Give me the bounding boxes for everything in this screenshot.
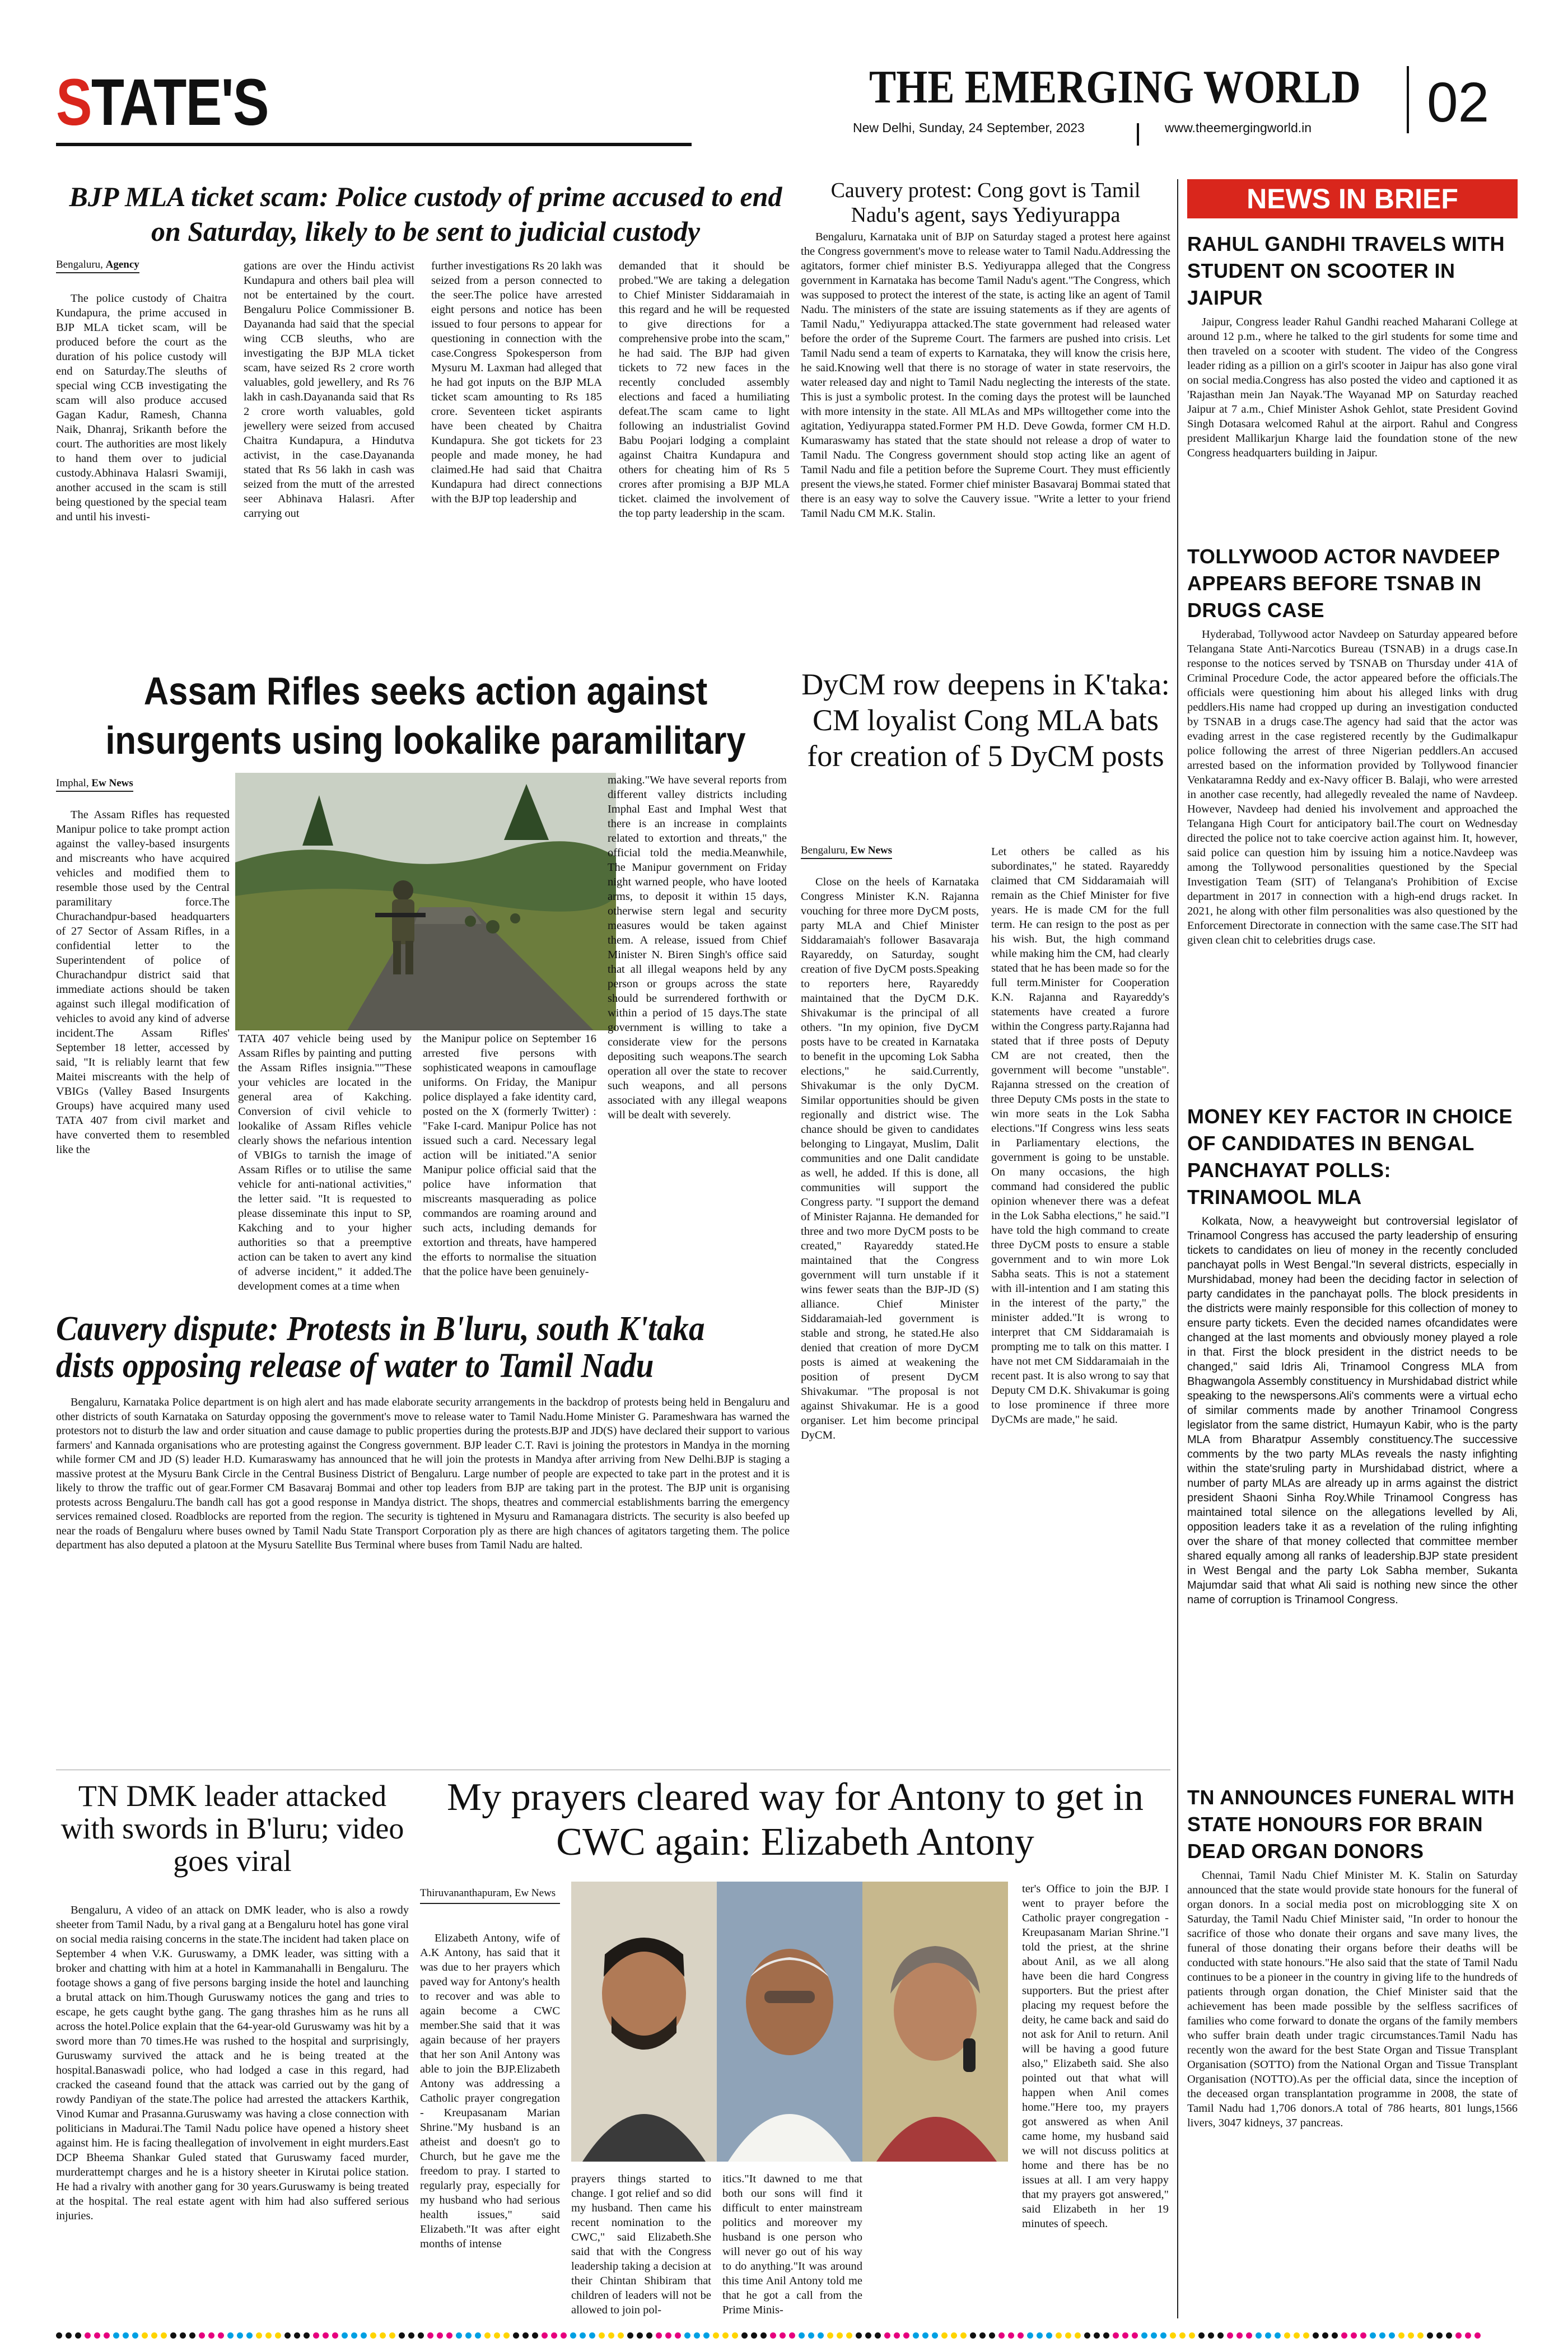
print-dot xyxy=(1341,2332,1347,2339)
brief-item xyxy=(1187,225,1518,460)
brief-banner xyxy=(1187,179,1518,218)
print-dot xyxy=(1351,2332,1357,2339)
print-dot xyxy=(66,2332,72,2339)
print-dot xyxy=(256,2332,262,2339)
brief-banner-label: NEWS IN BRIEF xyxy=(1247,183,1458,214)
story-body xyxy=(56,1396,790,1765)
story-assam-rifles xyxy=(56,666,795,1310)
byline-agency: Ew News xyxy=(91,777,133,789)
print-dot xyxy=(484,2332,491,2339)
story-column xyxy=(619,259,790,666)
story-column xyxy=(431,259,602,666)
print-dot xyxy=(161,2332,167,2339)
website[interactable]: www.theemergingworld.in xyxy=(1165,120,1312,135)
print-dot xyxy=(818,2332,824,2339)
byline-place: Imphal, xyxy=(56,777,89,789)
print-dot xyxy=(1113,2332,1119,2339)
print-dot xyxy=(646,2332,652,2339)
print-dot xyxy=(1056,2332,1062,2339)
print-dot xyxy=(1122,2332,1128,2339)
byline-agency: Ew News xyxy=(850,844,893,856)
story-column xyxy=(1022,1882,1169,2317)
print-dot xyxy=(399,2332,405,2339)
byline xyxy=(56,777,133,792)
print-dot xyxy=(894,2332,900,2339)
print-dot xyxy=(732,2332,738,2339)
story-column xyxy=(420,1931,560,2317)
print-dot xyxy=(789,2332,795,2339)
section-title-rest: TATE'S xyxy=(91,66,268,139)
print-dot xyxy=(1227,2332,1233,2339)
story-column xyxy=(608,773,787,1309)
print-dot xyxy=(1332,2332,1338,2339)
print-dot xyxy=(522,2332,529,2339)
print-dot xyxy=(1303,2332,1309,2339)
print-dot xyxy=(151,2332,157,2339)
print-dot xyxy=(703,2332,710,2339)
print-dot xyxy=(884,2332,890,2339)
print-dot xyxy=(951,2332,957,2339)
print-dot xyxy=(1189,2332,1195,2339)
print-dot xyxy=(656,2332,662,2339)
print-dot xyxy=(1294,2332,1300,2339)
byline-place: Bengaluru, xyxy=(801,844,848,856)
print-dot xyxy=(846,2332,852,2339)
print-dot xyxy=(1436,2332,1443,2339)
paragraph: prayers things started to change. I got relief and so did my husband. Then came his recent nomination to the CWC," said Elizabeth.She said that with the Congress leadership taking a decision at their Chintan Shibiram that children of leaders will not be allowed to join pol- xyxy=(571,2173,711,2316)
print-dot xyxy=(970,2332,976,2339)
paper-name: THE EMERGING WORLD xyxy=(869,61,1361,113)
paragraph: TATA 407 vehicle being used by Assam Rifles by painting and putting the Assam Rifles insignia.""These your vehicles are located in the general area of Kakching. Conversion of civil vehicle to lookalike of Assam Rifles vehicle clearly shows the nefarious intention of VBIGs to tarnish the image of Assam Rifles or to utilise the same vehicle for anti-national activities," the letter said. "It is requested to please disseminate this input to SP, Kakching and to your higher authorities so that a preemptive action can be taken to avert any kind of adverse incident," it added.The development comes at a time when xyxy=(238,1033,412,1292)
story-cauvery-dispute xyxy=(56,1310,795,1770)
story-column xyxy=(56,291,227,666)
story-column xyxy=(571,2172,711,2317)
print-dot xyxy=(1198,2332,1205,2339)
print-dot xyxy=(1417,2332,1424,2339)
print-dot xyxy=(189,2332,195,2339)
print-dot xyxy=(389,2332,395,2339)
print-dot xyxy=(1322,2332,1328,2339)
byline-agency: Ew News xyxy=(514,1887,556,1899)
print-dot xyxy=(808,2332,814,2339)
print-dot xyxy=(170,2332,176,2339)
byline-place: Thiruvananthapuram, xyxy=(420,1887,512,1899)
print-dot xyxy=(1408,2332,1414,2339)
brief-title: TOLLYWOOD ACTOR NAVDEEP APPEARS BEFORE TSNAB IN DRUGS CASE xyxy=(1187,545,1500,622)
print-dot xyxy=(94,2332,100,2339)
print-dot xyxy=(1236,2332,1243,2339)
print-dot xyxy=(1160,2332,1166,2339)
byline xyxy=(801,844,892,859)
page-number-divider xyxy=(1407,66,1409,133)
print-dot xyxy=(1037,2332,1043,2339)
print-dot xyxy=(56,2332,62,2339)
print-dot xyxy=(1246,2332,1252,2339)
print-dot xyxy=(246,2332,253,2339)
brief-title: TN ANNOUNCES FUNERAL WITH STATE HONOURS FOR BRAIN DEAD ORGAN DONORS xyxy=(1187,1786,1515,1863)
print-dot xyxy=(1132,2332,1138,2339)
news-photo-soldier xyxy=(235,773,616,1030)
print-dot xyxy=(675,2332,681,2339)
print-dot xyxy=(932,2332,938,2339)
print-dot xyxy=(113,2332,119,2339)
print-dot xyxy=(694,2332,700,2339)
paragraph: itics."It dawned to me that both our sons will find it difficult to enter mainstream politics and moreover my husband is one person who will never go out of his way to do anything."It was around this time Anil Antony told me that he got a call from the Prime Minis- xyxy=(722,2173,862,2316)
byline xyxy=(56,259,139,273)
print-dot xyxy=(713,2332,719,2339)
print-dot xyxy=(1179,2332,1186,2339)
footer-color-dots xyxy=(56,2330,1534,2341)
print-dot xyxy=(1084,2332,1090,2339)
headline: Assam Rifles seeks action against insurgents using lookalike paramilitary xyxy=(105,669,746,762)
news-photo-trio xyxy=(571,1882,1008,2162)
print-dot xyxy=(1370,2332,1376,2339)
print-dot xyxy=(456,2332,462,2339)
byline-agency: Agency xyxy=(105,259,139,270)
print-dot xyxy=(85,2332,91,2339)
print-dot xyxy=(998,2332,1005,2339)
print-dot xyxy=(922,2332,928,2339)
story-cauvery-protest xyxy=(801,178,1170,665)
print-dot xyxy=(1313,2332,1319,2339)
paragraph: Elizabeth Antony, wife of A.K Antony, has said that it was due to her prayers which paved way for Antony's health to recover and was able to again become a CWC member.She said that it was again because of her prayers that her son Anil Antony was able to join the BJP.Elizabeth Antony was addressing a Catholic prayer congregation - Kreupasanam Marian Shrine."My husband is an atheist and doesn't go to Church, but he gave me the freedom to pray. I started to regularly pray, especially for my husband who had serious health issues," said Elizabeth."It was after eight months of intense xyxy=(420,1932,560,2250)
section-title-first-letter: S xyxy=(56,66,91,139)
paragraph: ter's Office to join the BJP. I went to prayer before the Catholic prayer congregation - Kreupasanam Marian Shrine."I told the priest, at the shrine about Anil, as we all along have been die hard Congress supporters. But the priest after placing my request before the deity, he came back and said do not ask for Anil to return. Anil will be having a good future also," Elizabeth said. She also pointed out that what will happen when Anil comes home."Here too, my prayers got answered as when Anil came home, my husband said we will not discuss politics at home and there has be no issues at all. I am very happy that my prayers got answered," said Elizabeth in her 19 minutes of speech. xyxy=(1022,1883,1169,2230)
story-column xyxy=(801,875,979,1770)
print-dot xyxy=(760,2332,767,2339)
print-dot xyxy=(665,2332,671,2339)
print-dot xyxy=(1094,2332,1100,2339)
headline: BJP MLA ticket scam: Police custody of prime accused to end on Saturday, likely to be sent to judicial custody xyxy=(69,181,782,247)
paragraph: the Manipur police on September 16 arrested five persons with sophisticated weapons in camouflage uniforms. On Friday, the Manipur police displayed a fake identity card, posted on the X (formerly Twitter) : "Fake I-card. Manipur Police has not issued such a card. Necessary legal action will be initiated."A senior Manipur police official said that the police have information that miscreants masquerading as police commandos are roaming around and such acts, including demands for extortion and threats, have hampered the efforts to normalise the situation that the police have been genuinely- xyxy=(423,1033,596,1278)
print-dot xyxy=(903,2332,909,2339)
story-elizabeth-antony xyxy=(420,1775,1170,2317)
print-dot xyxy=(1398,2332,1404,2339)
print-dot xyxy=(446,2332,452,2339)
column-divider xyxy=(1177,179,1178,2318)
print-dot xyxy=(503,2332,510,2339)
antony-family-photo xyxy=(571,1882,1008,2162)
paragraph: The Assam Rifles has requested Manipur police to take prompt action against the valley-based insurgents and miscreants who have acquired vehicles and modified them to resemble those used by the Central paramilitary force.The Churachandpur-based headquarters of 27 Sector of Assam Rifles, in a confidential letter to the Superintendent of police of Churachandpur district said that immediate actions should be taken against such illegal modification of vehicles to avoid any kind of adverse incident.The Assam Rifles' September 18 letter, accessed by said, "It is reliably learnt that few Maitei miscreants with the help of VBIGs (Valley Based Insurgents Groups) have acquired many used TATA 407 from civil market and have converted them to resembled like the xyxy=(56,809,230,1156)
story-column xyxy=(722,2172,862,2317)
paragraph: making."We have several reports from different valley districts including Imphal East and Imphal West that there is an increase in complaints related to extortion and threats," the official told the media.Meanwhile, The Manipur government on Friday night warned people, who have looted arms, to deposit it within 15 days, otherwise stern legal and security measures would be taken against them. A release, issued from Chief Minister N. Biren Singh's office said that all illegal weapons held by any person or groups across the state should be surrendered forthwith or within a period of 15 days.The state government is willing to take a considerate view for the persons depositing such weapons.The search operation all over the state to recover such weapons, and all persons associated with any illegal weapons will be dealt with severely. xyxy=(608,774,787,1121)
story-column xyxy=(423,1032,596,1309)
print-dot xyxy=(1046,2332,1052,2339)
print-dot xyxy=(856,2332,862,2339)
print-dot xyxy=(637,2332,643,2339)
brief-body xyxy=(1187,1214,1518,1607)
brief-title: MONEY KEY FACTOR IN CHOICE OF CANDIDATES IN BENGAL PANCHAYAT POLLS: TRINAMOOL MLA xyxy=(1187,1105,1513,1208)
print-dot xyxy=(1265,2332,1271,2339)
print-dot xyxy=(865,2332,871,2339)
print-dot xyxy=(979,2332,986,2339)
news-in-brief xyxy=(1187,179,1518,2318)
paragraph: Let others be called as his subordinates," he stated. Rayareddy claimed that CM Siddaramaiah will remain as the Chief Minister for five years. He is made CM for the full term. He can resign to the post as per his wish. But, the high command while making him the CM, had clearly stated that he has been made so for the full term.Minister for Cooperation K.N. Rajanna and Rayareddy's statements have created a furore within the Congress party.Rajanna had stated that if three posts of Deputy CM are not created, then the government will become "unstable". Rajanna stressed on the creation of three Deputy CMs posts in the state to win more seats in the Lok Sabha elections."If Congress wins less seats in Parliamentary elections, the government is going to be unstable. On many occasions, the high command had considered the public opinion whenever there was a defeat in the Lok Sabha elections," he said."I have told the high command to create three DyCM posts to ensure a stable government and to win more Lok Sabha seats. This is not a statement with ill-intention and I am stating this in the interest of the party," the minister added."It is wrong to interpret that CM Siddaramaiah is prompting me to talk on this matter. I have not met CM Siddaramaiah in the recent past. It is also wrong to say that Deputy CM D.K. Shivakumar is going to lose prominence if three more DyCMs are made," he said. xyxy=(991,846,1169,1426)
paragraph: Kolkata, Now, a heavyweight but controversial legislator of Trinamool Congress has accused the party leadership of ensuring tickets to candidates on lieu of money in the recently concluded panchayat polls in West Bengal."In several districts, especially in Murshidabad, money had been the deciding factor in selection of party candidates in the panchayat polls. The block presidents in the districts were mainly responsible for this collection of money to ensure party tickets. Even the decided names ofcandidates were changed at the last moments and obviously money played a role in that. First the block president in the district needs to be changed," said Idris Ali, Trinamool Congress MLA from Bhagwangola Assembly constituency in Murshidabad district while speaking to the newspersons.Ali's comments were a virtual echo of similar comments made by another Trinamool Congress legislator from the same district, Humayun Kabir, who is the party MLA from Bharatpur Assembly constituency.The successive comments by the two party MLAs reveals the nasty infighting within the state'sruling party in Murshidabad district, where a number of party MLAs are already up in arms against the district president Shaoni Sinha Roy.While Trinamool Congress has maintained total silence on the allegations levelled by Ali, opposition leaders take it as a revelation of the ruling infighting over the share of that money collected that committee member shared equally among all ranks of leadership.BJP state president in West Bengal and the party Lok Sabha member, Sukanta Majumdar said that what Ali said is nothing new since the other name of corruption is Trinamool Congress. xyxy=(1187,1215,1518,1606)
brief-title: RAHUL GANDHI TRAVELS WITH STUDENT ON SCOOTER IN JAIPUR xyxy=(1187,232,1505,309)
print-dot xyxy=(323,2332,329,2339)
print-dot xyxy=(465,2332,472,2339)
print-dot xyxy=(132,2332,138,2339)
print-dot xyxy=(618,2332,624,2339)
print-dot xyxy=(1256,2332,1262,2339)
print-dot xyxy=(875,2332,881,2339)
print-dot xyxy=(284,2332,291,2339)
paragraph: Chennai, Tamil Nadu Chief Minister M. K. Stalin on Saturday announced that the state would provide state honours for the funeral of organ donors. In a social media post on microblogging site X on Saturday, the Tamil Nadu Chief Minister said, "In order to honour the sacrifice of those who donate their organs and save many lives, the funeral of those donating their organs before their deaths will be conducted with state honours."He also said that the state of Tamil Nadu continues to be a pioneer in the country in giving life to the hundreds of patients through organ donation, the Chief Minister said that the achievement has been made possible by the selfless sacrifices of families who come forward to donate the organs of the family members who suffer brain death under tragic circumstances.Tamil Nadu has recently won the award for the best State Organ and Tissue Transplant Organisation (SOTTO) from the National Organ and Tissue Transplant Organisation (NOTTO).As per the official data, since the inception of the deceased organ transplantation programme in 2008, the state of Tamil Nadu had 1,706 donors.A total of 786 hearts, 801 lungs,1566 livers, 3047 kidneys, 37 pancreas. xyxy=(1187,1869,1518,2129)
headline: Cauvery protest: Cong govt is Tamil Nadu's agent, says Yediyurappa xyxy=(830,179,1141,227)
brief-body xyxy=(1187,627,1518,948)
byline-place: Bengaluru, xyxy=(56,259,103,270)
print-dot xyxy=(780,2332,786,2339)
print-dot xyxy=(684,2332,690,2339)
print-dot xyxy=(265,2332,272,2339)
print-dot xyxy=(551,2332,557,2339)
print-dot xyxy=(599,2332,605,2339)
print-dot xyxy=(304,2332,310,2339)
print-dot xyxy=(1018,2332,1024,2339)
headline: Cauvery dispute: Protests in B'luru, south K'taka dists opposing release of water to Tamil Nadu xyxy=(56,1310,705,1385)
story-body xyxy=(56,1903,409,2317)
story-dycm-row xyxy=(801,666,1170,1770)
print-dot xyxy=(370,2332,376,2339)
print-dot xyxy=(437,2332,443,2339)
print-dot xyxy=(532,2332,538,2339)
print-dot xyxy=(1170,2332,1176,2339)
print-dot xyxy=(1103,2332,1109,2339)
print-dot xyxy=(227,2332,234,2339)
print-dot xyxy=(1389,2332,1395,2339)
headline: DyCM row deepens in K'taka: CM loyalist Cong MLA bats for creation of 5 DyCM posts xyxy=(801,668,1170,773)
print-dot xyxy=(1465,2332,1471,2339)
paragraph: further investigations Rs 20 lakh was seized from a person connected to the seer.The police have arrested eight persons and notice has been issued to four persons to appear for questioning in connection with the case.Congress Spokesperson from Mysuru M. Laxman had alleged that he had got inputs on the BJP MLA ticket scam amounting to Rs 185 crore. Seventeen ticket aspirants have been cheated by Chaitra Kundapura. She got tickets for 23 people and made money, he had claimed.He had said that Chaitra Kundapura had direct connections with the BJP top leadership and xyxy=(431,260,602,505)
story-column xyxy=(56,808,230,1309)
print-dot xyxy=(1027,2332,1033,2339)
paragraph: Jaipur, Congress leader Rahul Gandhi reached Maharani College at around 12 p.m., where he talked to the girl students for some time and then traveled on a scooter with student. The video of the Congress leader riding as a pillion on a girl's scooter in Jaipur has also gone viral on social media.Congress has also posted the video and captioned it as 'Rajasthan mein Jan Nayak.'The Wayanad MP on Saturday reached Jaipur at 7 a.m., Chief Minister Ashok Gehlot, state President Govind Singh Dotasara welcomed Rahul at the airport. Rahul and Congress president Mallikarjun Kharge laid the foundation stone of the new Congress headquarters building in Jaipur. xyxy=(1187,316,1518,459)
print-dot xyxy=(380,2332,386,2339)
print-dot xyxy=(722,2332,729,2339)
story-bjp-ticket-scam xyxy=(56,179,795,666)
paragraph: Bengaluru, A video of an attack on DMK leader, who is also a rowdy sheeter from Tamil Nadu, by a rival gang at a Bengaluru hotel has gone viral on social media raising concerns in the state.The incident had taken place on September 4 when V.K. Guruswamy, a DMK leader, was sitting with a broker and chatting with him at a hotel in Kammanahalli in Bengaluru. The footage shows a gang of five persons barging inside the hotel and launching a brutal attack on him.Though Guruswamy notices the gang and tries to escape, he gets caught bythe gang. The gang thrashes him as he runs all across the hotel.Police explain that the 64-year-old Guruswamy was hit by a sword more than 70 times.He was rushed to the hospital and surprisingly, Guruswamy survived the attack and he is being treated at the hospital.Banaswadi police, who had lodged a case in this regard, had cracked the caseand found that the attack was carried out by the gang of rowdy Pandiyan of the state.The police had arrested the attackers Karthik, Vinod Kumar and Prasanna.Guruswamy was having a close connection with politicians in Madurai.The Tamil Nadu police have opened a history sheet against him. He is facing theallegation of involvement in eight murders.East DCP Bheema Shankar Guled stated that Guruswamy faced murder, murderattempt charges and he is a history sheeter in Kirutai police station. He had a rivalry with another gang for 30 years.Guruswamy is being treated at the hospital. The real estate agent with him had also suffered serious injuries. xyxy=(56,1904,409,2222)
print-dot xyxy=(142,2332,148,2339)
print-dot xyxy=(627,2332,633,2339)
brief-item xyxy=(1187,1779,1518,2130)
paragraph: gations are over the Hindu activist Kundapura and others bail plea will not be entertained by the court. Bengaluru Police Commissioner B. Dayananda had said that the special wing CCB sleuths, who are investigating the BJP MLA ticket scam, have seized Rs 2 crore worth valuables, gold jewellery, and Rs 76 lakh in cash.Dayananda said that Rs 2 crore worth valuables, gold jewellery were seized from accused Chaitra Kundapura, a Hindutva activist, in the case.Dayananda stated that Rs 56 lakh in cash was seized from the mutt of the arrested seer Abhinava Halasri. After carrying out xyxy=(244,260,414,520)
print-dot xyxy=(275,2332,281,2339)
dateline-separator xyxy=(1137,123,1139,146)
print-dot xyxy=(1455,2332,1462,2339)
story-dmk-leader-attacked xyxy=(56,1780,409,2317)
print-dot xyxy=(1065,2332,1071,2339)
print-dot xyxy=(1008,2332,1014,2339)
paragraph: Bengaluru, Karnataka unit of BJP on Saturday staged a protest here against the Congress government's move to release water to Tamil Nadu.Addressing the agitators, former chief minister B.S. Yediyurappa alleged that the Congress government in Karnataka has become Tamil Nadu's agent."The Congress, which was supposed to protect the interest of the state, is acting like an agent of Tamil Nadu. The ministers of the state are issuing statements as if they are agents of Tamil Nadu," Yediyurappa attacked.The state government had released water before the order of the Supreme Court. The farmers are pushed into crisis. Let Tamil Nadu send a team of experts to Karnataka, they will know the crisis here, he said.Knowing well that there is no storage of water in state reservoirs, the water released day and night to Tamil Nadu neglecting the interests of the state. This is just a symbolic protest. In the coming days the protest will be launched with more intensity in the state. All MLAs and MPs willtogether come into the agitation, Yediyurappa stated.Former PM H.D. Deve Gowda, former CM H.D. Kumaraswamy has stated that the state should not release a drop of water to Tamil Nadu. The Congress government should stop acting like an agent of Tamil Nadu and file a petition before the Supreme Court. They must efficiently present the views,he stated. Former chief minister Basavaraj Bommai stated that there is an easy way to solve the Cauvery issue. "Write a letter to your friend Tamil Nadu CM M.K. Stalin. xyxy=(801,231,1170,520)
print-dot xyxy=(75,2332,81,2339)
dateline: New Delhi, Sunday, 24 September, 2023 xyxy=(853,120,1085,135)
story-column xyxy=(244,259,414,666)
print-dot xyxy=(799,2332,805,2339)
print-dot xyxy=(513,2332,519,2339)
print-dot xyxy=(1379,2332,1385,2339)
print-dot xyxy=(123,2332,129,2339)
paragraph: Hyderabad, Tollywood actor Navdeep on Saturday appeared before Telangana State Anti-Narcotics Bureau (TSNAB) in a drugs case.In response to the notices served by TSNAB on Thursday under 41A of Criminal Procedure Code, the actor appeared before the officials.The officials were questioning him about his alleged links with drug peddlers.His name had cropped up during an investigation conducted by TSNAB in a drugs case.The agency had said that the actor was evading arrest in the case registered recently by the Gudimalkapur police following the arrest of three Nigerian peddlers.An accused arrested based on the information provided by Tollywood financier Venkataramna Reddy and ex-Navy officer B. Balaji, who were arrested in another case recently, had allegedly revealed the name of Navdeep. However, Navdeep had denied his involvement and approached the Telangana High Court for anticipatory bail.The court on Wednesday directed the police not to take coercive action against him. It, however, said police can question him by issuing him a notice.Navdeep was among the Tollywood personalities questioned by the Special Investigation Team (SIT) of Telangana's Prohibition of Excise department in 2017 in connection with a high-end drugs racket. In 2021, he along with other film personalities was also questioned by the Enforcement Directorate in connection with the same case.The SIT had given clean chit to celebrities drugs case. xyxy=(1187,628,1518,946)
headline: My prayers cleared way for Antony to get in CWC again: Elizabeth Antony xyxy=(446,1776,1144,1864)
brief-body xyxy=(1187,1868,1518,2130)
print-dot xyxy=(199,2332,205,2339)
page-number: 02 xyxy=(1427,71,1490,134)
print-dot xyxy=(608,2332,614,2339)
print-dot xyxy=(475,2332,481,2339)
brief-item xyxy=(1187,1098,1518,1607)
print-dot xyxy=(751,2332,757,2339)
print-dot xyxy=(570,2332,576,2339)
print-dot xyxy=(408,2332,414,2339)
brief-item xyxy=(1187,538,1518,948)
print-dot xyxy=(561,2332,567,2339)
print-dot xyxy=(294,2332,300,2339)
print-dot xyxy=(104,2332,110,2339)
paragraph: demanded that it should be probed."We are taking a delegation to Chief Minister Siddaramaiah in this regard and he will be requested to give directions for a comprehensive probe into the scam," he had said. The BJP had given tickets to 72 new faces in the recently concluded assembly elections and faced a humiliating defeat.The scam came to light following an industrialist Govind Babu Poojari lodging a complaint against Chaitra Kundapura and others for cheating him of Rs 5 crores after promising a BJP MLA ticket. claimed the involvement of the top party leadership in the scam. xyxy=(619,260,790,520)
print-dot xyxy=(180,2332,186,2339)
print-dot xyxy=(427,2332,433,2339)
print-dot xyxy=(1446,2332,1452,2339)
print-dot xyxy=(351,2332,357,2339)
print-dot xyxy=(494,2332,500,2339)
print-dot xyxy=(313,2332,319,2339)
print-dot xyxy=(1427,2332,1433,2339)
print-dot xyxy=(418,2332,424,2339)
print-dot xyxy=(342,2332,348,2339)
story-column xyxy=(238,1032,412,1309)
print-dot xyxy=(1075,2332,1081,2339)
print-dot xyxy=(237,2332,243,2339)
section-underline xyxy=(56,143,692,146)
print-dot xyxy=(1275,2332,1281,2339)
paragraph: Close on the heels of Karnataka Congress Minister K.N. Rajanna vouching for three more DyCM posts, party MLA and Chief Minister Siddaramaiah's follower Basavaraja Rayareddy, on Saturday, sought creation of five DyCM posts.Speaking to reporters here, Rayareddy maintained that the DyCM D.K. Shivakumar is the principal of all others. "In my opinion, five DyCM posts have to be created in Karnataka to benefit in the upcoming Lok Sabha elections," he said.Currently, Shivakumar is the only DyCM. Similar opportunities should be given regionally and district wise. The chance should be given to candidates belonging to Lingayat, Muslim, Dalit communities and one Dalit candidate as well, he added. If this is done, all communities will support the Congress party. "I support the demand of Minister Rajanna. He demanded for three and two more DyCM posts to be created," Rayareddy stated.He maintained that the Congress government will turn unstable if it wins fewer seats than the BJP-JD (S) alliance. Chief Minister Siddaramaiah-led government is stable and strong, he stated.He also denied that creation of more DyCM posts is aimed at weakening the position of present DyCM Shivakumar. "The proposal is not against Shivakumar. He is a good organiser. Let him become principal DyCM. xyxy=(801,876,979,1441)
print-dot xyxy=(770,2332,776,2339)
print-dot xyxy=(218,2332,224,2339)
print-dot xyxy=(1151,2332,1157,2339)
print-dot xyxy=(827,2332,833,2339)
story-column xyxy=(991,844,1169,1770)
story-body xyxy=(801,230,1170,661)
print-dot xyxy=(589,2332,595,2339)
print-dot xyxy=(1208,2332,1214,2339)
print-dot xyxy=(960,2332,967,2339)
paragraph: The police custody of Chaitra Kundapura, the prime accused in BJP MLA ticket scam, will be produced before the court as the duration of his police custody will end on Saturday.The sleuths of special wing CCB investigating the scam will also produce accused Gagan Kadur, Ramesh, Channa Naik, Dhanraj, Srikanth before the court. The authorities are most likely to hand them over to judicial custody.Abhinava Halasri Swamiji, another accused in the scam is still being questioned by the special team and until his investi- xyxy=(56,292,227,523)
section-title xyxy=(56,66,268,139)
print-dot xyxy=(1141,2332,1147,2339)
print-dot xyxy=(741,2332,748,2339)
print-dot xyxy=(1284,2332,1290,2339)
paragraph: Bengaluru, Karnataka Police department is on high alert and has made elaborate security arrangements in the backdrop of protests being held in Bengaluru and other districts of south Karnataka on Saturday opposing the government's move to release water to Tamil Nadu.Home Minister G. Parameshwara has warned the protestors not to disturb the law and order situation and cause damage to public properties during the protests.BJP and JD(S) have declared their support to various farmers' and Kannada organisations who are protesting against the Congress government. BJP leader C.T. Ravi is joining the protestors in Mandya in the morning while former CM and JD (S) leader H.D. Kumaraswamy has announced that he will join the protests in Mandya after arriving from New Delhi.BJP is staging a massive protest at the Mysuru Bank Circle in the Central Business District of Bengaluru. Large number of people are expected to take part in the protest and it is likely to throw the traffic out of gear.Former CM Basavaraj Bommai and other top leaders from BJP are taking part in the protest. The BJP unit is organising protests across Bengaluru.The bandh call has got a good response in Mandya district. The shops, theatres and commercial establishments barring the emergency services remained closed. Roadblocks are reported from the region. The security is tightened in Mysuru and Ramanagara districts. The security is also beefed up near the roads of Bengaluru where buses owned by Tamil Nadu State Transport Corporation ply as there are high chances of agitators targeting them. The police department has also deputed a platoon at the Mysuru Satellite Bus Terminal where buses from Tamil Nadu are halted. xyxy=(56,1396,790,1551)
print-dot xyxy=(580,2332,586,2339)
print-dot xyxy=(989,2332,995,2339)
print-dot xyxy=(1474,2332,1481,2339)
print-dot xyxy=(208,2332,214,2339)
print-dot xyxy=(913,2332,919,2339)
byline xyxy=(420,1885,560,1904)
print-dot xyxy=(941,2332,948,2339)
print-dot xyxy=(542,2332,548,2339)
print-dot xyxy=(1360,2332,1366,2339)
headline: TN DMK leader attacked with swords in B'luru; video goes viral xyxy=(60,1779,404,1878)
soldier-road-photo xyxy=(235,773,616,1030)
brief-body xyxy=(1187,315,1518,460)
print-dot xyxy=(332,2332,338,2339)
print-dot xyxy=(361,2332,367,2339)
print-dot xyxy=(1217,2332,1224,2339)
print-dot xyxy=(837,2332,843,2339)
